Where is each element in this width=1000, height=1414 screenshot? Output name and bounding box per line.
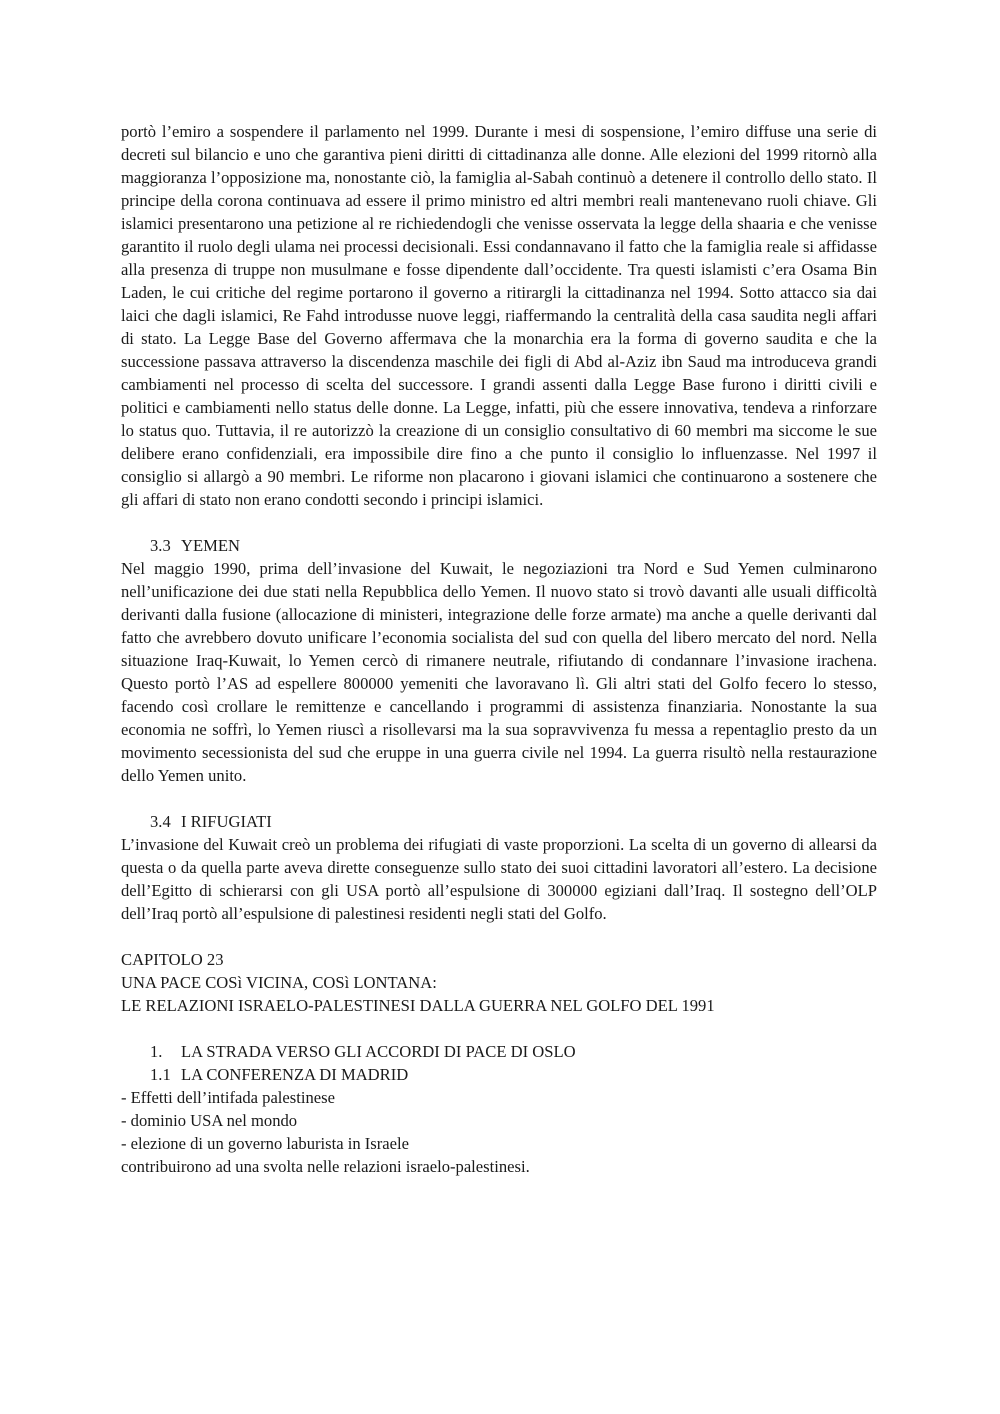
page-content [121,120,877,1178]
paragraph-yemen: Nel maggio 1990, prima dell’invasione del Kuwait, le negoziazioni tra Nord e Sud Yemen culminarono nell’unificazione dei due stati nella Repubblica dello Yemen. Il nuovo stato si trovò davanti alle usuali difficoltà derivanti dalla fusione (allocazione di ministeri, integrazione delle forze armate) ma anche a quelle derivanti dal fatto che avrebbero dovuto unificare l’economia socialista del sud con quella del libero mercato del nord. Nella situazione Iraq-Kuwait, lo Yemen cercò di rimanere neutrale, rifiutando di condannare l’invasione irachena. Questo portò l’AS ad espellere 800000 yemeniti che lavoravano lì. Gli altri stati del Golfo fecero lo stesso, facendo così crollare le remittenze e cancellando i programmi di assistenza finanziaria. Nonostante la sua economia ne soffrì, lo Yemen riuscì a risollevarsi ma la sua sopravvivenza fu messa a repentaglio presto da un movimento secessionista del sud che eruppe in una guerra civile nel 1994. La guerra risultò nella restaurazione dello Yemen unito. [121,559,877,785]
section-number: 3.4 [150,812,171,831]
closing-line: contribuirono ad una svolta nelle relazioni israelo-palestinesi. [121,1157,530,1176]
list-item: - dominio USA nel mondo [121,1111,298,1130]
section-heading-yemen [121,534,877,557]
outline-item-1-1 [121,1063,877,1086]
outline-title: LA CONFERENZA DI MADRID [181,1065,409,1084]
outline-item-1 [121,1040,877,1063]
section-title: I RIFUGIATI [181,812,272,831]
outline-number: 1.1 [150,1065,171,1084]
section-heading-rifugiati [121,810,877,833]
spacer [121,787,877,810]
paragraph-rifugiati: L’invasione del Kuwait creò un problema dei rifugiati di vaste proporzioni. La scelta di un governo di allearsi da questa o da quella parte aveva dirette conseguenze sullo stato dei suoi cittadini lavoratori all’estero. La decisione dell’Egitto di schierarsi con gli USA portò all’espulsione di 300000 egiziani dall’Iraq. Il sostegno dell’OLP dell’Iraq portò all’espulsione di palestinesi residenti negli stati del Golfo. [121,835,877,923]
spacer [121,925,877,948]
section-title: YEMEN [181,536,240,555]
spacer [121,1017,877,1040]
outline-number: 1. [150,1042,163,1061]
outline-title: LA STRADA VERSO GLI ACCORDI DI PACE DI OSLO [181,1042,576,1061]
list-item: - elezione di un governo laburista in Israele [121,1134,409,1153]
list-item: - Effetti dell’intifada palestinese [121,1088,335,1107]
chapter-title-line-1: UNA PACE COSì VICINA, COSì LONTANA: [121,973,437,992]
chapter-label: CAPITOLO 23 [121,950,224,969]
paragraph-saudi-reforms: portò l’emiro a sospendere il parlamento nel 1999. Durante i mesi di sospensione, l’emiro diffuse una serie di decreti sul bilancio e uno che garantiva pieni diritti di cittadinanza alle donne. Alle elezioni del 1999 ritornò alla maggioranza l’opposizione ma, nonostante ciò, la famiglia al-Sabah continuò a detenere il controllo dello stato. Il principe della corona continuava ad essere il primo ministro ed altri membri reali mantenevano ruoli chiave. Gli islamici presentarono una petizione al re richiedendogli che venisse osservata la legge della shaaria e che venisse garantito il ruolo degli ulama nei processi decisionali. Essi condannavano il fatto che la famiglia reale si affidasse alla presenza di truppe non musulmane e fosse dipendente dall’occidente. Tra questi islamisti c’era Osama Bin Laden, le cui critiche del regime portarono il governo a ritirargli la cittadinanza nel 1994. Sotto attacco sia dai laici che dagli islamici, Re Fahd introdusse nuove leggi, riaffermando la centralità della casa saudita negli affari di stato. La Legge Base del Governo affermava che la monarchia era la forma di governo saudita e che la successione passava attraverso la discendenza maschile dei figli di Abd al-Aziz ibn Saud ma introduceva grandi cambiamenti nel processo di scelta del successore. I grandi assenti dalla Legge Base furono i diritti civili e politici e cambiamenti nello status delle donne. La Legge, infatti, più che essere innovativa, tendeva a rinforzare lo status quo. Tuttavia, il re autorizzò la creazione di un consiglio consultativo di 60 membri ma siccome le sue delibere erano confidenziali, era impossibile dire fino a che punto il consiglio lo influenzasse. Nel 1997 il consiglio si allargò a 90 membri. Le riforme non placarono i giovani islamici che continuarono a sostenere che gli affari di stato non erano condotti secondo i principi islamici. [121,122,877,509]
spacer [121,511,877,534]
section-number: 3.3 [150,536,171,555]
chapter-title-line-2: LE RELAZIONI ISRAELO-PALESTINESI DALLA GUERRA NEL GOLFO DEL 1991 [121,996,715,1015]
